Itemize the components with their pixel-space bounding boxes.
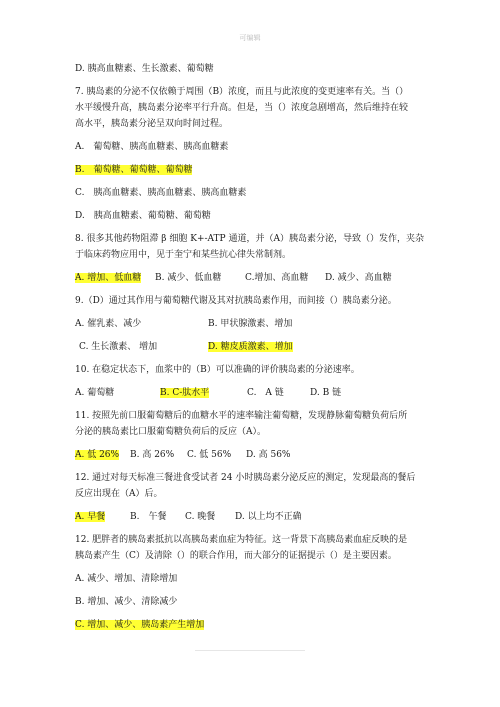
question-13 — [75, 533, 430, 565]
question-8 — [75, 232, 430, 264]
option-b: B. 甲状腺激素、增加 — [208, 319, 293, 329]
option-c: C. 生长激素、 增加 — [79, 342, 158, 352]
question-text: 于临床药物应用中，见于奎宁和某些抗心律失常制剂。 — [75, 250, 292, 260]
option-d: D. 以上均不正确 — [235, 512, 302, 522]
option-d: D. B 链 — [310, 388, 342, 398]
options-row — [75, 448, 430, 464]
question-text: 高水平，胰岛素分泌呈双向时间过程。 — [75, 119, 229, 129]
option-c: C. 低 56% — [187, 450, 232, 460]
option-d: D. 减少、高血糖 — [325, 273, 392, 283]
option-a: A. 减少、增加、清除增加 — [75, 574, 178, 584]
question-7 — [75, 85, 430, 133]
footer-divider — [195, 650, 305, 651]
question-text: 11. 按照先前口服葡萄糖后的血糖水平的速率输注葡萄糖，发现静脉葡萄糖负荷后所 — [75, 411, 408, 421]
question-text: 12. 肥胖者的胰岛素抵抗以高胰岛素血症为特征。这一背景下高胰岛素血症反映的是 — [75, 535, 408, 545]
option-b-answer: B. 葡萄糖、葡萄糖、葡萄糖 — [75, 165, 193, 175]
option-line: D. 胰高血糖素、生长激素、葡萄糖 — [75, 64, 214, 74]
option-a-answer: A. 低 26% — [75, 450, 120, 460]
question-text: 8. 很多其他药物阻滞 β 细胞 K+-ATP 通道，并（A）胰岛素分泌，导致（）发作，夹杂 — [75, 234, 424, 244]
option-b: B. 增加、减少、清除减少 — [75, 597, 178, 607]
options-row — [75, 317, 430, 333]
question-text: 分泌的胰岛素比口服葡萄糖负荷后的反应（A）。 — [75, 427, 267, 437]
options-row — [75, 271, 430, 287]
option-b: B. 高 26% — [130, 450, 175, 460]
question-text: 水平缓慢升高，胰岛素分泌率平行升高。但是，当（）浓度急剧增高，然后维持在较 — [75, 103, 409, 113]
question-text: 反应出现在（A）后。 — [75, 489, 163, 499]
question-12 — [75, 471, 430, 503]
question-text: 7. 胰岛素的分泌不仅依赖于周围（B）浓度，而且与此浓度的变更速率有关。当（） — [75, 87, 409, 97]
options-row — [75, 340, 430, 356]
option-b-answer: B. C-肽水平 — [160, 388, 210, 398]
option-a-answer: A. 早餐 — [75, 512, 106, 522]
option-d-answer: D. 糖皮质激素、增加 — [208, 342, 293, 352]
option-c: C. A 链 — [247, 388, 284, 398]
option-c: C. 胰高血糖素、胰高血糖素、胰高血糖素 — [75, 188, 247, 198]
option-a: A. 催乳素、减少 — [75, 319, 142, 329]
option-d: D. 胰高血糖素、葡萄糖、葡萄糖 — [75, 211, 211, 221]
question-text: 胰岛素产生（C）及清除（）的联合作用，而大部分的证据提示（）是主要因素。 — [75, 551, 397, 561]
option-a: A. 葡萄糖、胰高血糖素、胰高血糖素 — [75, 142, 229, 152]
option-b: B. 午餐 — [130, 512, 167, 522]
document-body — [75, 62, 430, 634]
options-row — [75, 386, 430, 402]
question-11 — [75, 409, 430, 441]
option-b: B. 减少、低血糖 — [155, 273, 222, 283]
option-c: C.增加、高血糖 — [245, 273, 309, 283]
option-c: C. 晚餐 — [185, 512, 216, 522]
option-a-answer: A. 增加、低血糖 — [75, 273, 142, 283]
option-c-answer: C. 增加、减少、胰岛素产生增加 — [75, 620, 205, 630]
options-row — [75, 510, 430, 526]
page-header: 可编辑 — [239, 34, 261, 42]
question-text: 12. 通过对每天标准三餐进食受试者 24 小时胰岛素分泌反应的测定，发现最高的餐后 — [75, 473, 416, 483]
question-10: 10. 在稳定状态下，血浆中的（B）可以准确的评价胰岛素的分泌速率。 — [75, 365, 360, 375]
option-a: A. 葡萄糖 — [75, 388, 115, 398]
question-9: 9.（D）通过其作用与葡萄糖代谢及其对抗胰岛素作用，而间接（）胰岛素分泌。 — [75, 296, 397, 306]
option-d: D. 高 56% — [246, 450, 291, 460]
